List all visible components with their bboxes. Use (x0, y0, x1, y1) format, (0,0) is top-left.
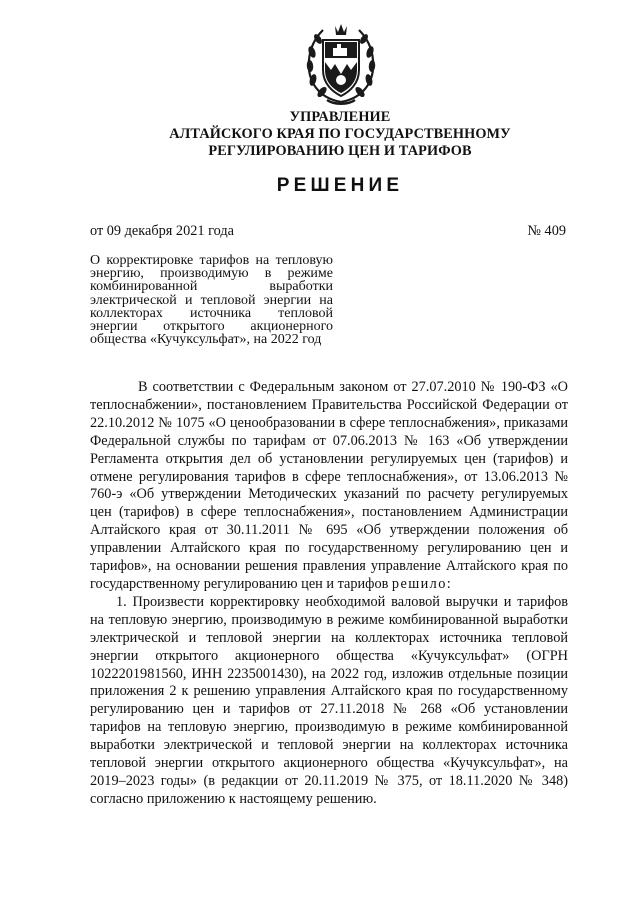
document-type-title: РЕШЕНИЕ (276, 175, 404, 196)
preamble-paragraph (90, 379, 568, 594)
item-1-paragraph: 1. Произвести корректировку необходимой валовой выручки и тарифов на тепловую энергию, производимую в режиме комбинированной выработки электрической и тепловой энергии на коллекторах источника тепловой энергии открытого акционерного общества «Кучуксульфат» (ОГРН 1022201981560, ИНН 2235001430), на 2022 год, изложив отдельные позиции приложения 2 к решению управления Алтайского края по государственному регулированию цен и тарифов от 27.11.2018 № 268 «Об установлении тарифов на тепловую энергию, производимую в режиме комбинированной выработки электрической и тепловой энергии на коллекторах источника тепловой энергии открытого акционерного общества «Кучуксульфат», на 2019–2023 годы» (в редакции от 20.11.2019 № 375, от 18.11.2020 № 348) согласно приложению к настоящему решению. (90, 593, 568, 807)
agency-name-line-1: УПРАВЛЕНИЕ (289, 109, 391, 125)
agency-name-line-2: АЛТАЙСКОГО КРАЯ ПО ГОСУДАРСТВЕННОМУ (169, 126, 511, 142)
document-date: от 09 декабря 2021 года (90, 223, 234, 239)
document-body (90, 379, 568, 809)
decided-word: решило: (391, 575, 453, 592)
document-number: № 409 (527, 223, 566, 239)
coat-of-arms-icon (301, 22, 381, 106)
agency-name-line-3: РЕГУЛИРОВАНИЮ ЦЕН И ТАРИФОВ (208, 143, 472, 159)
preamble-text: В соответствии с Федеральным законом от 27.07.2010 № 190-ФЗ «О теплоснабжении», постановлением Правительства Российской Федерации от 22.10.2012 № 1075 «О ценообразовании в сфере теплоснабжения», приказами Федеральной службы по тарифам от 07.06.2013 № 163 «Об утверждении Регламента открытия дел об установлении регулируемых цен (тарифов) и отмене регулирования тарифов в сфере теплоснабжения», от 13.06.2013 № 760-э «Об утверждении Методических указаний по расчету регулируемых цен (тарифов) в сфере теплоснабжения», постановлением Администрации Алтайского края от 30.11.2011 № 695 «Об утверждении положения об управлении Алтайского края по государственному регулированию цен и тарифов», на основании решения правления управление Алтайского края по государственному регулированию цен и тарифов (90, 379, 568, 592)
document-subject: О корректировке тарифов на тепловую энергию, производимую в режиме комбинированной выработки электрической и тепловой энергии на коллекторах источника тепловой энергии открытого акционерного общества «Кучуксульфат», на 2022 год (90, 253, 333, 348)
